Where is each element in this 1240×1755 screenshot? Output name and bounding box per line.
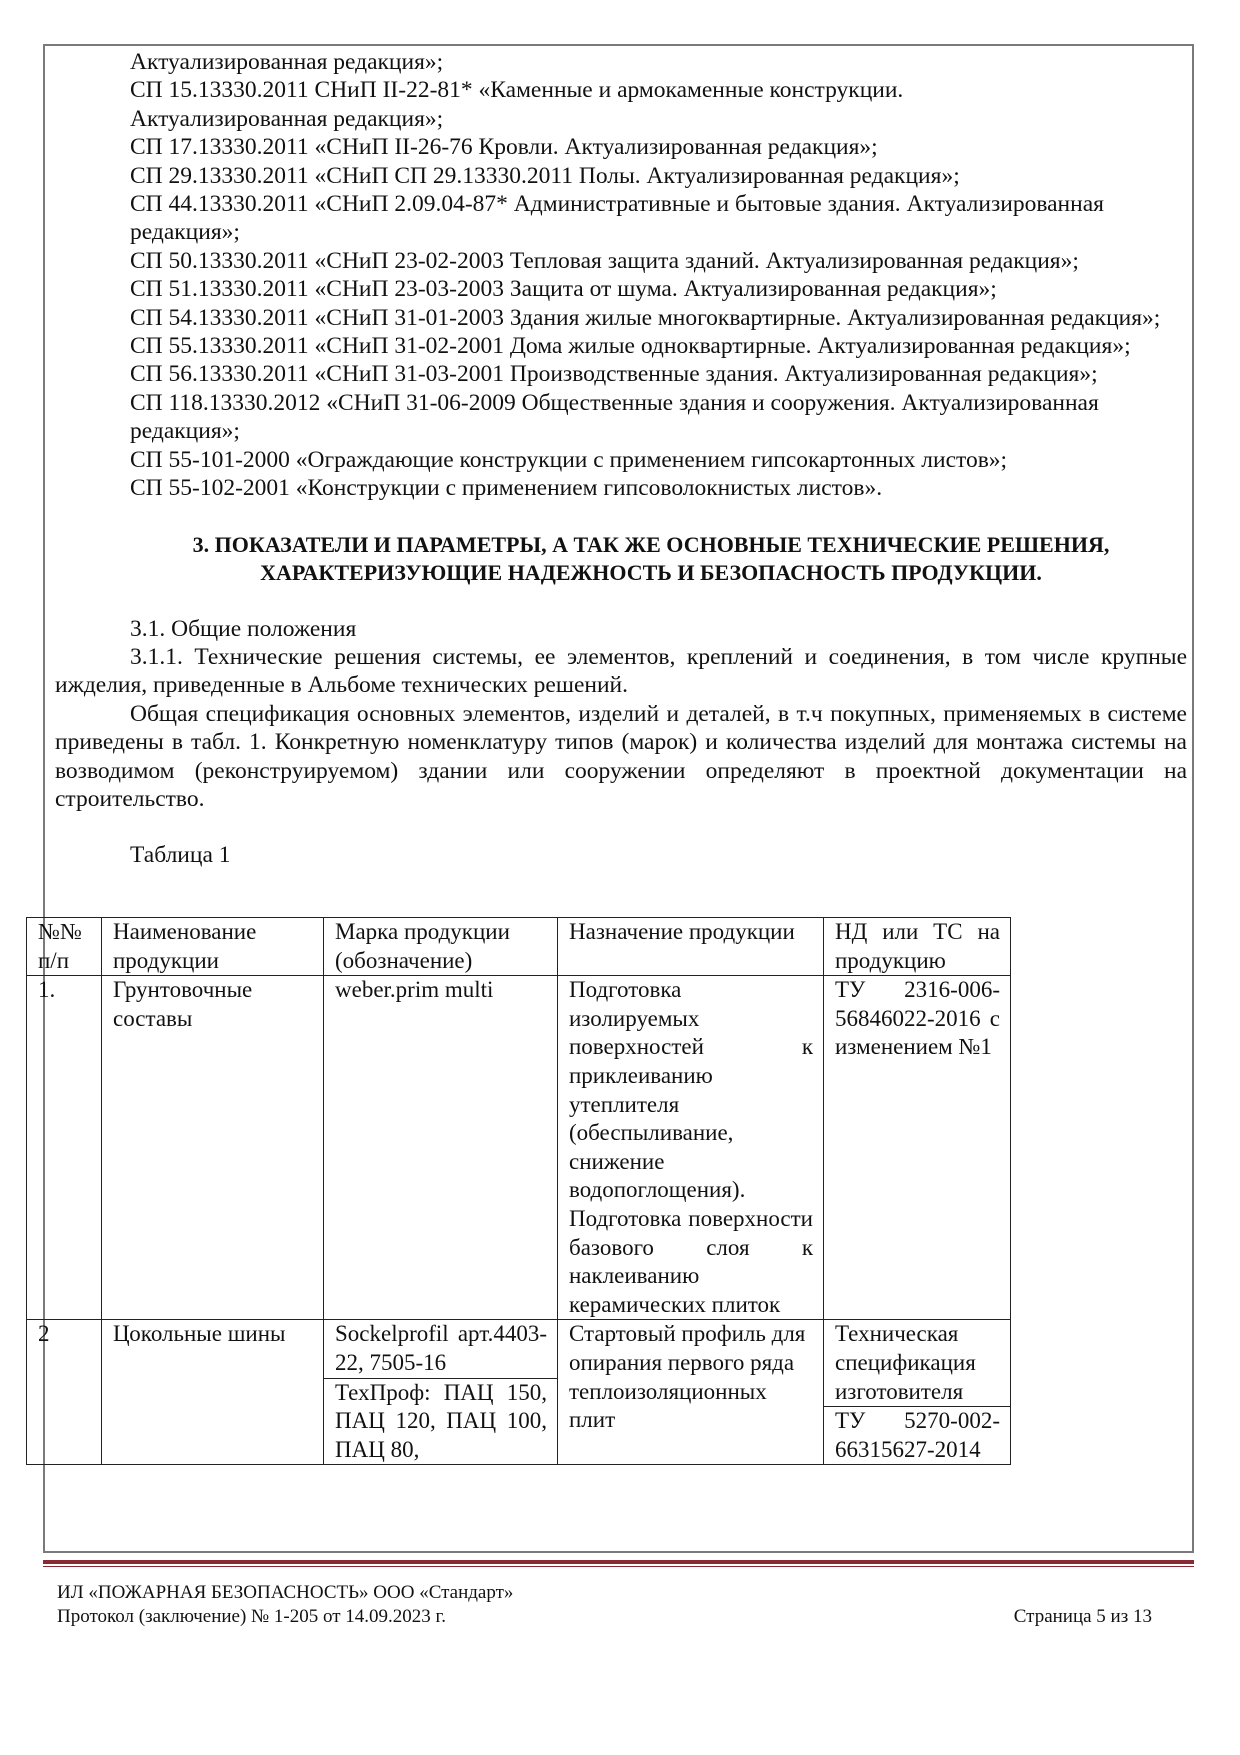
section-heading: [55, 531, 1187, 587]
product-name: Грунтовочные составы: [102, 976, 324, 1320]
product-brand-b: ТехПроф: ПАЦ 150, ПАЦ 120, ПАЦ 100, ПАЦ 80,: [324, 1378, 557, 1465]
product-purpose: Стартовый профиль для опирания первого ряда теплоизоляционных плит: [558, 1320, 824, 1465]
footer-protocol: Протокол (заключение) № 1-205 от 14.09.2023 г.: [57, 1606, 446, 1627]
body-line: СП 55-102-2001 «Конструкции с применением гипсоволокнистых листов».: [130, 475, 883, 502]
footer-rule-thin: [43, 1566, 1194, 1567]
product-brand: [324, 1320, 558, 1465]
product-brand-a: Sockelprofil арт.4403-22, 7505-16: [335, 1321, 547, 1375]
product-doc: [824, 1320, 1011, 1465]
footer-org: ИЛ «ПОЖАРНАЯ БЕЗОПАСНОСТЬ» ООО «Стандарт»: [57, 1582, 514, 1603]
body-line: СП 15.13330.2011 СНиП II-22-81* «Каменные и армокаменные конструкции.: [130, 77, 904, 104]
paragraph-sp55: СП 55.13330.2011 «СНиП 31-02-2001 Дома жилые одноквартирные. Актуализированная редакция»;: [130, 333, 1131, 360]
body-line: СП 55-101-2000 «Ограждающие конструкции с применением гипсокартонных листов»;: [130, 446, 1008, 473]
spec-table: [26, 917, 1011, 1465]
product-doc-b: ТУ 5270-002-66315627-2014: [824, 1406, 1010, 1464]
body-line: редакция»;: [130, 418, 240, 445]
table-caption: Таблица 1: [130, 842, 231, 869]
header-cell: №№ п/п: [27, 918, 102, 976]
paragraph-sp54: СП 54.13330.2011 «СНиП 31-01-2003 Здания жилые многоквартирные. Актуализированная редакция»;: [130, 304, 1161, 331]
footer-row: [57, 1605, 1152, 1629]
header-cell: НД или ТС на продукцию: [824, 918, 1011, 976]
product-name: Цокольные шины: [102, 1320, 324, 1465]
page-footer: [57, 1581, 1152, 1629]
section-heading-line2: ХАРАКТЕРИЗУЮЩИЕ НАДЕЖНОСТЬ И БЕЗОПАСНОСТЬ ПРОДУКЦИИ.: [260, 559, 1042, 585]
footer-rule: [43, 1560, 1194, 1564]
table-header-row: [27, 918, 1011, 976]
document-body: [55, 48, 1187, 870]
row-number: 2: [27, 1320, 102, 1465]
body-line: Актуализированная редакция»;: [130, 49, 444, 75]
body-line: СП 51.13330.2011 «СНиП 23-03-2003 Защита от шума. Актуализированная редакция»;: [130, 276, 997, 303]
body-line: СП 56.13330.2011 «СНиП 31-03-2001 Производственные здания. Актуализированная редакция»;: [130, 361, 1098, 388]
body-line: СП 118.13330.2012 «СНиП 31-06-2009 Общественные здания и сооружения. Актуализированная: [130, 389, 1099, 416]
product-purpose: Подготовка изолируемых поверхностей к приклеиванию утеплителя (обеспыливание, снижение водопоглощения). Подготовка поверхности базового слоя к наклеиванию керамических плиток: [558, 976, 824, 1320]
header-cell: Марка продукции (обозначение): [324, 918, 558, 976]
table-row: [27, 1320, 1011, 1465]
body-line: СП 17.13330.2011 «СНиП II-26-76 Кровли. Актуализированная редакция»;: [130, 134, 878, 161]
body-line: СП 44.13330.2011 «СНиП 2.09.04-87* Административные и бытовые здания. Актуализированная: [130, 191, 1104, 218]
body-line: СП 29.13330.2011 «СНиП СП 29.13330.2011 Полы. Актуализированная редакция»;: [130, 162, 960, 189]
header-cell: Назначение продукции: [558, 918, 824, 976]
body-line: СП 50.13330.2011 «СНиП 23-02-2003 Тепловая защита зданий. Актуализированная редакция»;: [130, 247, 1079, 274]
body-line: редакция»;: [130, 219, 240, 246]
paragraph-311: 3.1.1. Технические решения системы, ее элементов, креплений и соединения, в том числе крупные ижделия, приведенные в Альбоме технических решений.: [55, 643, 1187, 699]
page-number: Страница 5 из 13: [1013, 1606, 1152, 1627]
section-heading-line1: 3. ПОКАЗАТЕЛИ И ПАРАМЕТРЫ, А ТАК ЖЕ ОСНОВНЫЕ ТЕХНИЧЕСКИЕ РЕШЕНИЯ,: [192, 531, 1110, 557]
product-doc: ТУ 2316-006-56846022-2016 с изменением №1: [824, 976, 1011, 1320]
body-line: Актуализированная редакция»;: [130, 105, 444, 132]
subsection-title: 3.1. Общие положения: [130, 615, 357, 642]
product-brand: weber.prim multi: [324, 976, 558, 1320]
table-row: [27, 976, 1011, 1320]
header-cell: Наименование продукции: [102, 918, 324, 976]
row-number: 1.: [27, 976, 102, 1320]
paragraph-spec: Общая спецификация основных элементов, изделий и деталей, в т.ч покупных, применяемых в системе приведены в табл. 1. Конкретную номенклатуру типов (марок) и количества изделий для монтажа системы на возводимом (реконструируемом) здании или сооружении определяют в проектной документации на строительство.: [55, 700, 1187, 812]
product-doc-a: Техническая спецификация изготовителя: [835, 1321, 976, 1404]
